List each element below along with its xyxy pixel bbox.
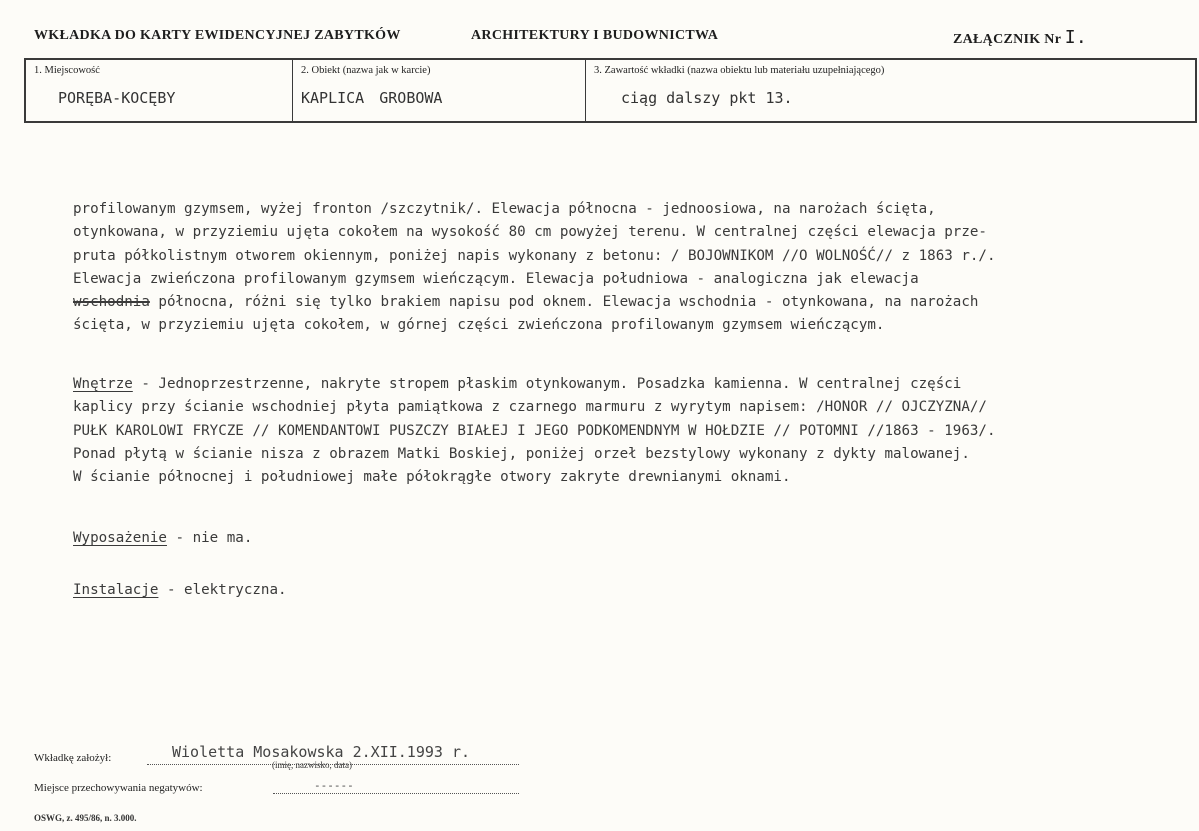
equipment-heading: Wyposażenie bbox=[73, 530, 167, 546]
table-left-rule bbox=[24, 58, 26, 123]
text-line: W ścianie północnej i południowej małe półokrągłe otwory zakryte drewnianymi oknami. bbox=[73, 469, 791, 486]
form-title: WKŁADKA DO KARTY EWIDENCYJNEJ ZABYTKÓW bbox=[34, 28, 401, 43]
text-line: Elewacja zwieńczona profilowanym gzymsem wieńczącym. Elewacja południowa - analogiczna jak elewacja bbox=[73, 270, 919, 287]
annex-heading bbox=[953, 27, 1087, 48]
table-right-rule bbox=[1195, 58, 1197, 123]
installation-heading: Instalacje bbox=[73, 582, 159, 598]
negatives-label: Miejsce przechowywania negatywów: bbox=[34, 782, 203, 794]
content-label: 3. Zawartość wkładki (nazwa obiektu lub materiału uzupełniającego) bbox=[594, 65, 885, 76]
description-paragraph bbox=[73, 198, 1183, 338]
object-label: 2. Obiekt (nazwa jak w karcie) bbox=[301, 65, 431, 76]
text-line bbox=[73, 373, 1183, 396]
text-line bbox=[73, 579, 1183, 602]
text-segment: - nie ma. bbox=[166, 530, 253, 546]
text-line bbox=[73, 291, 1183, 314]
installation-paragraph bbox=[73, 579, 1183, 602]
text-line: Ponad płytą w ścianie nisza z obrazem Matki Boskiej, poniżej orzeł bezstylowy wykonany z dykty malowanej. bbox=[73, 445, 970, 462]
struck-word: wschodnia bbox=[73, 294, 150, 311]
column-divider-2 bbox=[585, 58, 586, 123]
text-line: ścięta, w przyziemiu ujęta cokołem, w górnej części zwieńczona profilowanym gzymsem wieńczącym. bbox=[73, 317, 885, 334]
author-label: Wkładkę założył: bbox=[34, 752, 112, 764]
column-divider-1 bbox=[292, 58, 293, 123]
annex-number: I. bbox=[1064, 27, 1088, 48]
negatives-value: ------ bbox=[314, 779, 354, 792]
table-top-rule bbox=[24, 58, 1197, 60]
text-line: kaplicy przy ścianie wschodniej płyta pamiątkowa z czarnego marmuru z wyrytym napisem: /HONOR // OJCZYZNA// bbox=[73, 399, 987, 416]
interior-heading: Wnętrze bbox=[73, 376, 133, 392]
locality-value: PORĘBA-KOCĘBY bbox=[58, 89, 176, 107]
object-value: KAPLICA GROBOWA bbox=[301, 89, 443, 107]
interior-paragraph bbox=[73, 373, 1183, 489]
text-segment: - Jednoprzestrzenne, nakryte stropem płaskim otynkowanym. Posadzka kamienna. W centralnej części bbox=[132, 376, 962, 392]
negatives-dotted-line bbox=[273, 792, 519, 794]
text-segment: północna, różni się tylko brakiem napisu pod oknem. Elewacja wschodnia - otynkowana, na narożach bbox=[149, 294, 979, 311]
table-bottom-rule bbox=[24, 121, 1197, 123]
annex-label: ZAŁĄCZNIK Nr bbox=[953, 32, 1061, 47]
author-hint: (imię, nazwisko, data) bbox=[272, 760, 352, 770]
text-line: otynkowana, w przyziemiu ujęta cokołem na wysokość 80 cm powyżej terenu. W centralnej części elewacja prze- bbox=[73, 224, 987, 241]
author-value: Wioletta Mosakowska 2.XII.1993 r. bbox=[172, 743, 471, 761]
text-line bbox=[73, 527, 1183, 550]
text-line: pruta półkolistnym otworem okiennym, poniżej napis wykonany z betonu: / BOJOWNIKOM //O WOLNOŚĆ// z 1863 r./. bbox=[73, 247, 996, 264]
text-line: profilowanym gzymsem, wyżej fronton /szczytnik/. Elewacja północna - jednoosiowa, na narożach ścięta, bbox=[73, 201, 936, 217]
form-subtitle: ARCHITEKTURY I BUDOWNICTWA bbox=[471, 28, 719, 43]
text-line: PUŁK KAROLOWI FRYCZE // KOMENDANTOWI PUSZCZY BIAŁEJ I JEGO PODKOMENDNYM W HOŁDZIE // POTOMNI //1863 - 1963/. bbox=[73, 422, 996, 439]
print-info: OSWG, z. 495/86, n. 3.000. bbox=[34, 813, 137, 823]
content-value: ciąg dalszy pkt 13. bbox=[621, 89, 793, 107]
equipment-paragraph bbox=[73, 527, 1183, 550]
locality-label: 1. Miejscowość bbox=[34, 65, 100, 76]
text-segment: - elektryczna. bbox=[158, 582, 287, 598]
